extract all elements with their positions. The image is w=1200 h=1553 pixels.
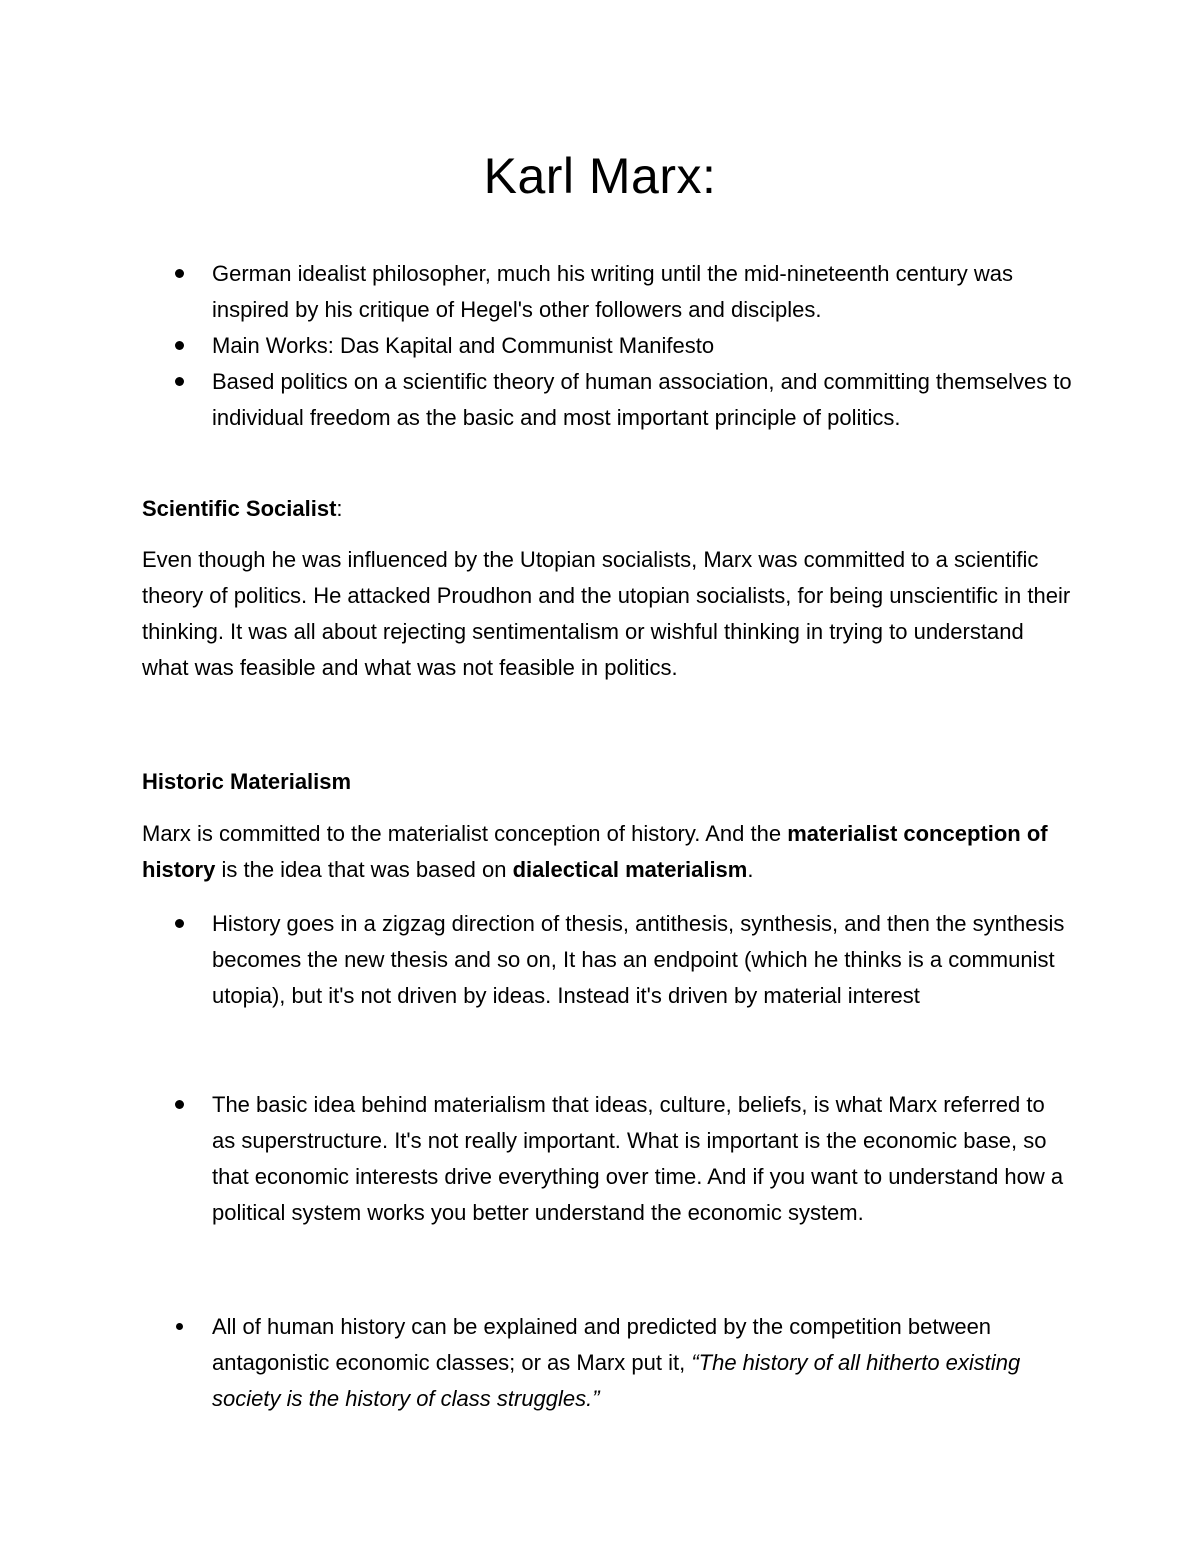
historic-materialism-paragraph bbox=[142, 816, 1072, 888]
heading-colon: : bbox=[336, 496, 343, 521]
scientific-socialist-paragraph: Even though he was influenced by the Utopian socialists, Marx was committed to a scientific theory of politics. He attacked Proudhon and the utopian socialists, for being unscientific in their thinking. It was all about rejecting sentimentalism or wishful thinking in trying to understand what was feasible and what was not feasible in politics. bbox=[142, 547, 1071, 680]
section-heading-historic-materialism: Historic Materialism bbox=[142, 769, 352, 794]
bold-term-materialist-conception: materialist conception of history bbox=[142, 821, 1048, 882]
intro-bullet-list bbox=[142, 256, 1072, 436]
bullet-icon bbox=[175, 377, 184, 386]
marx-quote: “The history of all hitherto existing society is the history of class struggles.” bbox=[212, 1350, 1021, 1411]
list-item bbox=[142, 1087, 1072, 1231]
bullet-icon bbox=[175, 341, 184, 350]
bullet-icon bbox=[175, 1100, 184, 1109]
list-item bbox=[142, 364, 1072, 436]
list-item bbox=[142, 1309, 1072, 1417]
bullet-icon bbox=[175, 919, 184, 928]
list-item-text: Main Works: Das Kapital and Communist Manifesto bbox=[212, 333, 715, 358]
list-item bbox=[142, 256, 1072, 328]
paragraph-text: is the idea that was based on bbox=[215, 857, 513, 882]
materialism-bullet-list-1 bbox=[142, 906, 1072, 1014]
page-title: Karl Marx: bbox=[483, 148, 717, 204]
paragraph-text: Marx is committed to the materialist conception of history. And the bbox=[142, 821, 788, 846]
bold-term-dialectical-materialism: dialectical materialism bbox=[512, 857, 748, 882]
section-heading-scientific-socialist bbox=[142, 491, 1072, 527]
materialism-bullet-list-3 bbox=[142, 1309, 1072, 1417]
list-item-text: Based politics on a scientific theory of human association, and committing themselves to individual freedom as the basic and most important principle of politics. bbox=[212, 369, 1072, 430]
list-item-text: All of human history can be explained and predicted by the competition between antagonistic economic classes; or as Marx put it, bbox=[212, 1314, 992, 1375]
bullet-icon bbox=[176, 1323, 183, 1330]
materialism-bullet-list-2 bbox=[142, 1087, 1072, 1231]
bullet-icon bbox=[175, 269, 184, 278]
list-item bbox=[142, 328, 1072, 364]
list-item-text: The basic idea behind materialism that ideas, culture, beliefs, is what Marx referred to as superstructure. It's not really important. What is important is the economic base, so that economic interests drive everything over time. And if you want to understand how a political system works you better understand the economic system. bbox=[212, 1092, 1064, 1225]
heading-text: Scientific Socialist bbox=[142, 496, 337, 521]
list-item-text: History goes in a zigzag direction of thesis, antithesis, synthesis, and then the synthesis becomes the new thesis and so on, It has an endpoint (which he thinks is a communist utopia), but it's not driven by ideas. Instead it's driven by material interest bbox=[212, 911, 1065, 1008]
paragraph-text: . bbox=[747, 857, 754, 882]
list-item bbox=[142, 906, 1072, 1014]
list-item-text: German idealist philosopher, much his writing until the mid-nineteenth century was inspired by his critique of Hegel's other followers and disciples. bbox=[212, 261, 1013, 322]
